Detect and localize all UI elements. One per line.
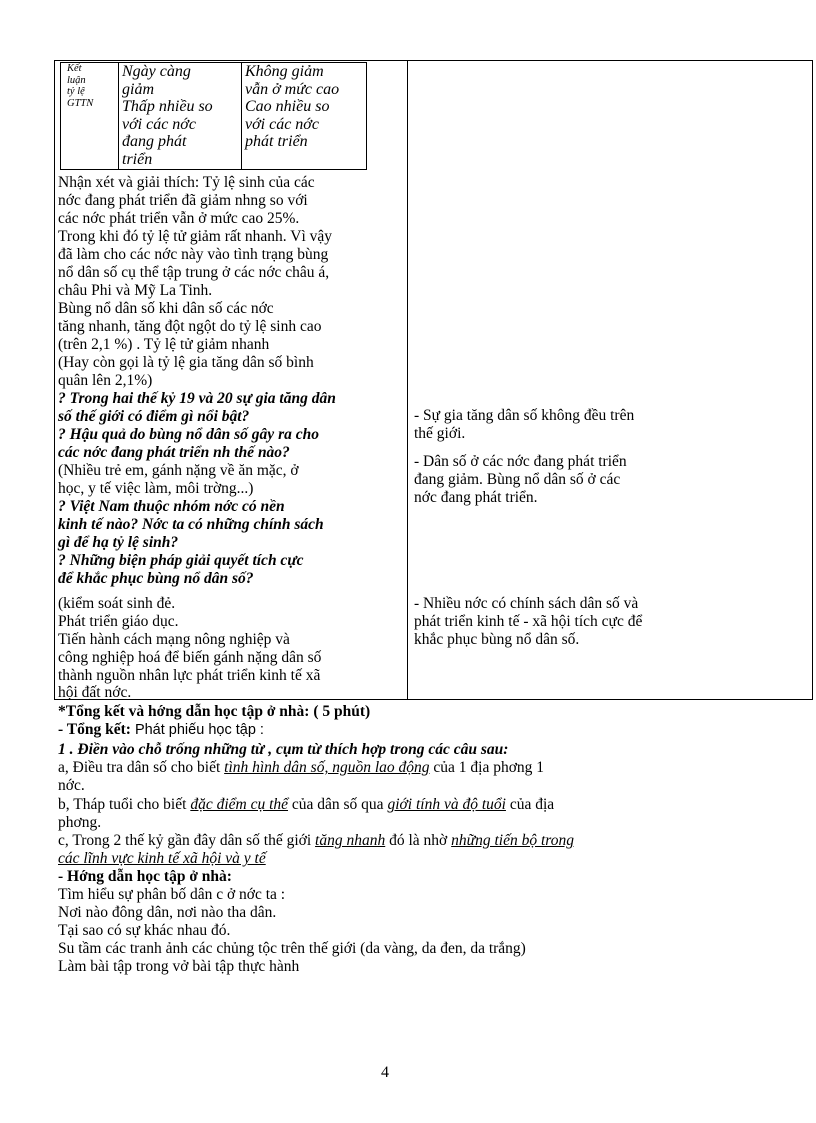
right-conclusion-line: - Sự gia tăng dân số không đều trên — [414, 407, 635, 424]
homework-line: Làm bài tập trong vở bài tập thực hành — [58, 958, 300, 975]
exercise-c-prefix: c, Trong 2 thế kỷ gần đây dân số thế giới — [58, 832, 316, 849]
cell-line: Thấp nhiều so — [122, 98, 213, 115]
label-line: GTTN — [67, 97, 94, 109]
exercise-a-line — [58, 759, 544, 777]
cell-line: triển — [122, 150, 153, 168]
label-line: Kết — [67, 63, 82, 74]
cell-line: Ngày càng — [122, 63, 191, 80]
homework-line: Nơi nào đông dân, nơi nào tha dân. — [58, 904, 277, 921]
question-line: các nớc đang phát triển nh thế nào? — [58, 444, 290, 461]
exercise-b-answer-2: giới tính và độ tuổi — [387, 796, 506, 813]
right-conclusion-line: - Nhiều nớc có chính sách dân số và — [414, 595, 639, 612]
nested-conclusion-table — [60, 62, 367, 170]
answer-line: công nghiệp hoá để biến gánh nặng dân số — [58, 649, 322, 666]
cell-line: vẫn ở mức cao — [245, 80, 340, 98]
cell-line: giảm — [122, 80, 154, 98]
homework-heading: - Hớng dẫn học tập ở nhà: — [58, 868, 232, 885]
page-number: 4 — [381, 1064, 389, 1081]
exercise-a-cont: nớc. — [58, 777, 85, 794]
right-conclusion-line: khắc phục bùng nổ dân số. — [414, 631, 580, 648]
question-line: ? Việt Nam thuộc nhóm nớc có nền — [58, 498, 285, 515]
question-line: kinh tế nào? Nớc ta có những chính sách — [58, 516, 324, 533]
cell-line: với các nớc — [122, 115, 196, 133]
exercise-title: 1 . Điền vào chỗ trống những từ , cụm từ thích hợp trong các câu sau: — [58, 741, 509, 758]
answer-line: hội đất nớc. — [58, 684, 132, 701]
answer-line: thành nguồn nhân lực phát triển kinh tế xã — [58, 667, 321, 684]
explanation-line: (Hay còn gọi là tỷ lệ gia tăng dân số bình — [58, 354, 314, 371]
exercise-b-cont: phơng. — [58, 814, 102, 831]
explanation-line: đã làm cho các nớc này vào tình trạng bùng — [58, 246, 329, 263]
homework-line: Su tầm các tranh ảnh các chủng tộc trên thế giới (da vàng, da đen, da trắng) — [58, 940, 526, 957]
cell-line: đang phát — [122, 133, 187, 150]
label-line: luận — [67, 74, 86, 86]
explanation-line: Trong khi đó tỷ lệ tử giảm rất nhanh. Vì vậy — [58, 228, 333, 245]
exercise-b-answer-1: đặc điểm cụ thể — [190, 796, 289, 813]
tongket-label: - Tổng kết: — [58, 721, 131, 738]
right-conclusion-line: - Dân số ở các nớc đang phát triển — [414, 453, 627, 470]
developed-countries-cell — [242, 63, 367, 170]
explanation-line: quân lên 2,1%) — [58, 372, 153, 389]
question-line: ? Những biện pháp giải quyết tích cực — [58, 552, 304, 569]
explanation-line: nớc đang phát triển đã giảm nhng so với — [58, 192, 308, 209]
exercise-a-suffix: của 1 địa phơng 1 — [429, 759, 545, 776]
tongket-line — [58, 721, 264, 739]
exercise-c-answer-2: những tiến bộ trong — [451, 832, 574, 849]
question-line: ? Trong hai thế kỷ 19 và 20 sự gia tăng dân — [58, 390, 336, 407]
exercise-c-answer-cont: các lĩnh vực kinh tế xã hội và y tế — [58, 850, 266, 867]
exercise-b-suffix: của địa — [505, 796, 555, 813]
exercise-b-mid: của dân số qua — [288, 796, 388, 813]
homework-line: Tìm hiểu sự phân bố dân c ở nớc ta : — [58, 886, 286, 903]
exercise-b-prefix: b, Tháp tuổi cho biết — [58, 796, 191, 813]
table-column-divider — [407, 60, 408, 700]
explanation-line: Bùng nổ dân số khi dân số các nớc — [58, 300, 274, 317]
summary-heading: *Tổng kết và hớng dẫn học tập ở nhà: ( 5 phút) — [58, 703, 371, 720]
cell-line: Không giảm — [245, 63, 324, 80]
question-note-line: (Nhiều trẻ em, gánh nặng về ăn mặc, ở — [58, 462, 299, 479]
exercise-a-answer: tình hình dân số, nguồn lao động — [224, 759, 430, 776]
exercise-c-line — [58, 832, 574, 850]
explanation-line: châu Phi và Mỹ La Tinh. — [58, 282, 213, 299]
question-line: ? Hậu quả do bùng nổ dân số gây ra cho — [58, 426, 319, 443]
cell-line: phát triển — [245, 133, 308, 150]
right-conclusion-line: thế giới. — [414, 425, 466, 442]
exercise-b-line — [58, 796, 554, 814]
label-line: tỷ lệ — [67, 86, 85, 97]
tongket-text: Phát phiếu học tập : — [130, 722, 264, 738]
cell-line: Cao nhiều so — [245, 98, 330, 115]
cell-line: với các nớc — [245, 115, 319, 133]
exercise-c-cont — [58, 850, 266, 868]
conclusion-label-cell — [61, 63, 119, 170]
question-note-line: học, y tế việc làm, môi trờng...) — [58, 480, 254, 497]
exercise-c-mid: đó là nhờ — [385, 832, 452, 849]
exercise-c-answer-1: tăng nhanh — [315, 832, 386, 849]
answer-line: Tiến hành cách mạng nông nghiệp và — [58, 631, 290, 648]
right-conclusion-line: nớc đang phát triển. — [414, 489, 538, 506]
question-line: số thế giới có điểm gì nổi bật? — [58, 408, 250, 425]
developing-countries-cell — [119, 63, 242, 170]
question-line: để khắc phục bùng nổ dân số? — [58, 570, 254, 587]
question-line: gì để hạ tỷ lệ sinh? — [58, 534, 179, 551]
explanation-line: tăng nhanh, tăng đột ngột do tỷ lệ sinh cao — [58, 318, 322, 335]
explanation-line: nổ dân số cụ thể tập trung ở các nớc châu á, — [58, 264, 330, 281]
explanation-line: Nhận xét và giải thích: Tỷ lệ sinh của các — [58, 174, 315, 191]
explanation-line: (trên 2,1 %) . Tỷ lệ tử giảm nhanh — [58, 336, 270, 353]
right-conclusion-line: phát triển kinh tế - xã hội tích cực để — [414, 613, 643, 630]
homework-line: Tại sao có sự khác nhau đó. — [58, 922, 231, 939]
answer-line: (kiểm soát sinh đẻ. — [58, 595, 176, 612]
right-conclusion-line: đang giảm. Bùng nổ dân số ở các — [414, 471, 621, 488]
exercise-a-prefix: a, Điều tra dân số cho biết — [58, 759, 225, 776]
answer-line: Phát triển giáo dục. — [58, 613, 179, 630]
explanation-line: các nớc phát triển vẫn ở mức cao 25%. — [58, 210, 300, 227]
